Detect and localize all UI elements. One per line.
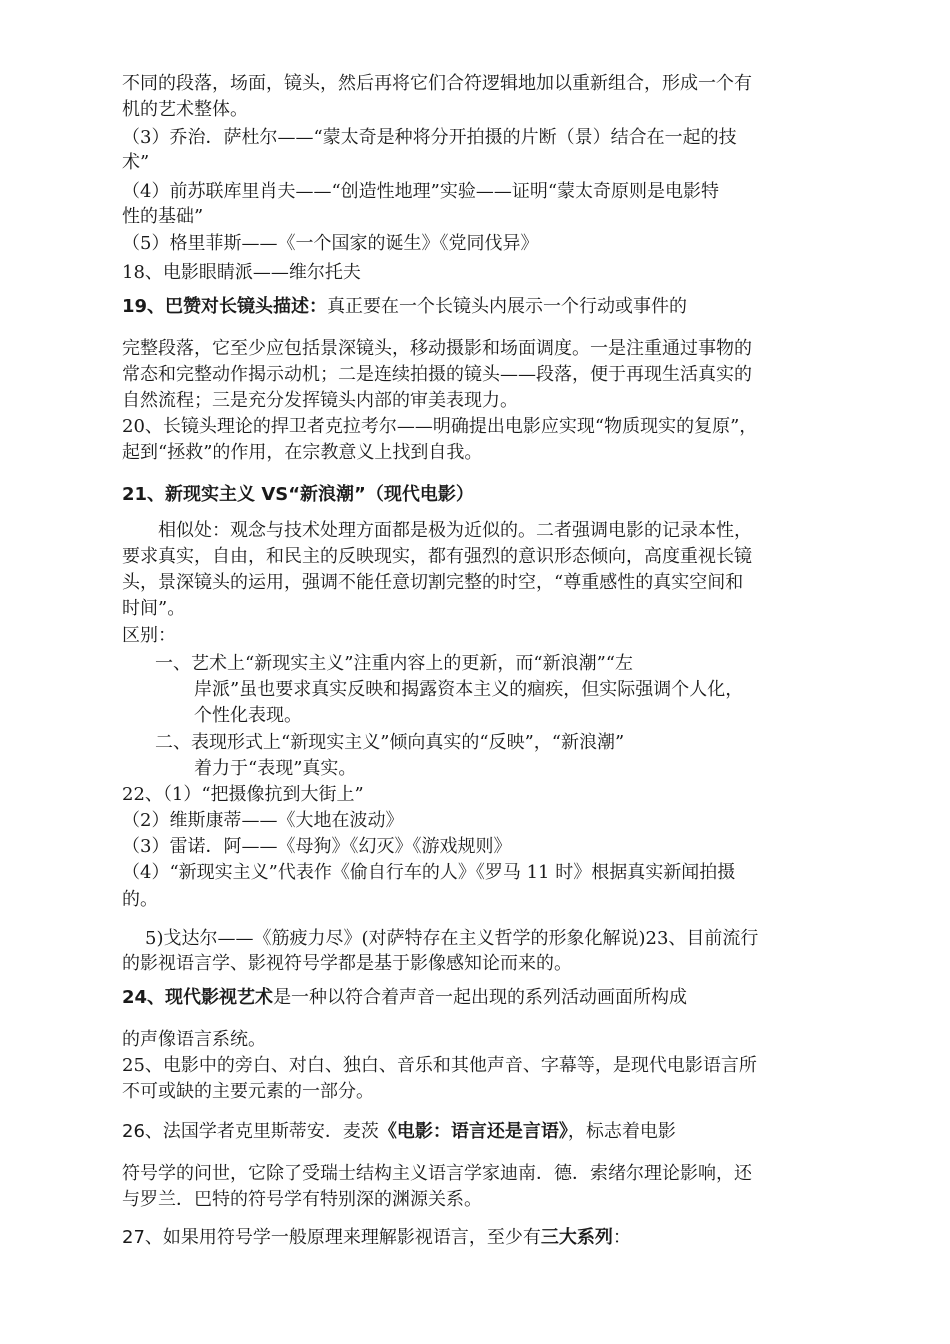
text-line: 18、电影眼睛派——维尔托夫 <box>122 262 361 283</box>
text-line: 起到“拯救”的作用，在宗教意义上找到自我。 <box>122 442 483 463</box>
text-line: 的声像语言系统。 <box>122 1029 266 1050</box>
text-line: （4）前苏联库里肖夫——“创造性地理”实验——证明“蒙太奇原则是电影特 <box>122 181 720 202</box>
text-line: 22、（1）“把摄像抗到大街上” <box>122 784 364 805</box>
text-line: 的。 <box>122 889 158 910</box>
bold-heading: 19、巴赞对长镜头描述： <box>122 296 328 317</box>
text-line: 机的艺术整体。 <box>122 99 248 120</box>
text-line: （5）格里菲斯——《一个国家的诞生》《党同伐异》 <box>122 233 539 254</box>
text-line: 一、艺术上“新现实主义”注重内容上的更新，而“新浪潮”“左 <box>155 653 634 674</box>
bold-term: 三大系列 <box>540 1227 613 1248</box>
text-line: 常态和完整动作揭示动机；二是连续拍摄的镜头——段落，便于再现生活真实的 <box>122 364 752 385</box>
text-line: 术” <box>122 152 150 173</box>
heading-line <box>122 986 687 1010</box>
text-line: （3）乔治．萨杜尔——“蒙太奇是种将分开拍摄的片断（景）结合在一起的技 <box>122 127 737 148</box>
text-line: 5)戈达尔——《筋疲力尽》(对萨特存在主义哲学的形象化解说)23、目前流行 <box>145 928 759 949</box>
text-line: 20、长镜头理论的捍卫者克拉考尔——明确提出电影应实现“物质现实的复原”， <box>122 416 758 437</box>
bold-title: 《电影：语言还是言语》 <box>378 1121 568 1142</box>
text-line: （2）维斯康蒂——《大地在波动》 <box>122 810 404 831</box>
text-line: 不可或缺的主要元素的一部分。 <box>122 1081 374 1102</box>
text-line: 个性化表现。 <box>194 705 302 726</box>
bold-heading: 24、现代影视艺术 <box>122 987 274 1008</box>
text-run: 是一种以符合着声音一起出现的系列活动画面所构成 <box>273 987 688 1008</box>
text-line: 自然流程；三是充分发挥镜头内部的审美表现力。 <box>122 390 518 411</box>
text-line: （3）雷诺．阿——《母狗》《幻灭》《游戏规则》 <box>122 836 512 857</box>
text-run: 真正要在一个长镜头内展示一个行动或事件的 <box>327 296 688 317</box>
text-run: 26、法国学者克里斯蒂安．麦茨 <box>122 1121 379 1142</box>
text-line: 二、表现形式上“新现实主义”倾向真实的“反映”，“新浪潮” <box>155 732 625 753</box>
text-line: 着力于“表现”真实。 <box>194 758 357 779</box>
text-line: 时间”。 <box>122 598 186 619</box>
text-run: 27、如果用符号学一般原理来理解影视语言，至少有 <box>122 1227 541 1248</box>
text-run: ： <box>612 1227 631 1248</box>
text-line: 要求真实，自由，和民主的反映现实，都有强烈的意识形态倾向，高度重视长镜 <box>122 546 752 567</box>
text-line: 相似处：观念与技术处理方面都是极为近似的。二者强调电影的记录本性， <box>158 520 752 541</box>
text-line: 25、电影中的旁白、对白、独白、音乐和其他声音、字幕等，是现代电影语言所 <box>122 1055 757 1076</box>
text-line: 区别： <box>122 625 176 646</box>
text-line: 与罗兰．巴特的符号学有特别深的渊源关系。 <box>122 1189 482 1210</box>
text-line: 岸派”虽也要求真实反映和揭露资本主义的痼疾，但实际强调个人化， <box>194 679 744 700</box>
text-line: 头，景深镜头的运用，强调不能任意切割完整的时空，“尊重感性的真实空间和 <box>122 572 744 593</box>
text-line: 的影视语言学、影视符号学都是基于影像感知论而来的。 <box>122 953 572 974</box>
heading-line <box>122 1120 676 1144</box>
heading-line <box>122 295 687 319</box>
section-heading: 21、新现实主义 VS“新浪潮”（现代电影） <box>122 484 474 505</box>
text-line: 性的基础” <box>122 206 204 227</box>
text-run: ，标志着电影 <box>567 1121 676 1142</box>
heading-line <box>122 1226 631 1250</box>
text-line: （4）“新现实主义”代表作《偷自行车的人》《罗马 11 时》根据真实新闻拍摄 <box>122 862 736 883</box>
text-line: 符号学的问世，它除了受瑞士结构主义语言学家迪南．德．索绪尔理论影响，还 <box>122 1163 752 1184</box>
text-line: 不同的段落，场面，镜头，然后再将它们合符逻辑地加以重新组合，形成一个有 <box>122 73 752 94</box>
text-line: 完整段落，它至少应包括景深镜头，移动摄影和场面调度。一是注重通过事物的 <box>122 338 752 359</box>
